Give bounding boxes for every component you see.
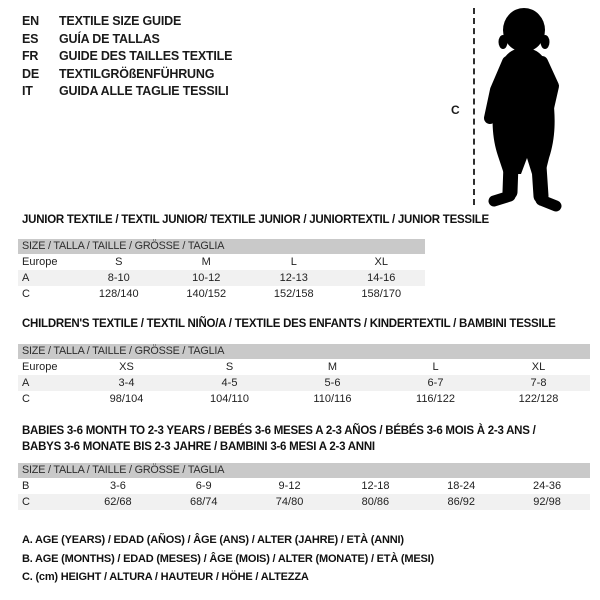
- junior-table-title: JUNIOR TEXTILE / TEXTIL JUNIOR/ TEXTILE JUNIOR / JUNIORTEXTIL / JUNIOR TESSILE: [22, 214, 489, 226]
- height-cell: 86/92: [447, 496, 475, 508]
- age-cell: 14-16: [367, 272, 396, 284]
- height-measure-dashed-line: [473, 8, 475, 205]
- age-cell: 5-6: [324, 377, 341, 389]
- row-label: C: [22, 288, 30, 300]
- size-cell: L: [432, 361, 439, 373]
- size-cell: XS: [119, 361, 134, 373]
- height-cell: 122/128: [518, 393, 559, 405]
- size-cell: L: [290, 256, 297, 268]
- table-row-age: [18, 270, 425, 286]
- legend-row-de: [22, 66, 232, 84]
- height-cell: 68/74: [189, 496, 218, 508]
- legend-row-en: [22, 13, 232, 31]
- table-row-europe: [18, 359, 590, 375]
- age-cell: 3-4: [118, 377, 135, 389]
- height-measure-label: C: [451, 103, 460, 117]
- children-table-rows: [18, 359, 590, 407]
- children-table-title: CHILDREN'S TEXTILE / TEXTIL NIÑO/A / TEXTILE DES ENFANTS / KINDERTEXTIL / BAMBINI TESSILE: [22, 318, 556, 330]
- footnotes: [22, 531, 434, 587]
- height-cell: 92/98: [533, 496, 561, 508]
- legend-row-it: [22, 83, 232, 101]
- age-cell: 4-5: [221, 377, 238, 389]
- size-cell: M: [327, 361, 338, 373]
- row-label: Europe: [22, 256, 58, 268]
- row-label: C: [22, 496, 30, 508]
- size-cell: S: [225, 361, 234, 373]
- babies-table-rows: [18, 478, 590, 510]
- height-cell: 140/152: [186, 288, 227, 300]
- guide-title-de: TEXTILGRÖßENFÜHRUNG: [59, 66, 215, 81]
- row-label: C: [22, 393, 30, 405]
- height-cell: 104/110: [210, 393, 249, 405]
- height-cell: 74/80: [275, 496, 304, 508]
- age-cell: 12-13: [279, 272, 308, 284]
- months-cell: 18-24: [447, 480, 476, 492]
- size-header-band: SIZE / TALLA / TAILLE / GRÖSSE / TAGLIA: [18, 463, 590, 478]
- footnote-age-years: A. AGE (YEARS) / EDAD (AÑOS) / ÂGE (ANS) / ALTER (JAHRE) / ETÀ (ANNI): [22, 534, 404, 546]
- months-cell: 12-18: [361, 480, 390, 492]
- height-cell: 116/122: [416, 393, 455, 405]
- junior-size-table: [18, 239, 425, 302]
- table-row-height: [18, 391, 590, 407]
- guide-title-fr: GUIDE DES TAILLES TEXTILE: [59, 49, 233, 63]
- height-cell: 158/170: [361, 288, 402, 300]
- table-row-age: [18, 375, 590, 391]
- age-cell: 10-12: [192, 272, 221, 284]
- legend-row-fr: [22, 48, 232, 66]
- footnote-age-months: B. AGE (MONTHS) / EDAD (MESES) / ÂGE (MOIS) / ALTER (MONATE) / ETÀ (MESI): [22, 552, 434, 565]
- height-cell: 152/158: [273, 288, 314, 300]
- size-header-band: SIZE / TALLA / TAILLE / GRÖSSE / TAGLIA: [18, 239, 425, 254]
- babies-table-title-line1: BABIES 3-6 MONTH TO 2-3 YEARS / BEBÉS 3-6 MESES A 2-3 AÑOS / BÉBÉS 3-6 MOIS À 2-3 ANS /: [22, 425, 536, 437]
- table-row-height: [18, 286, 425, 302]
- row-label: A: [22, 272, 30, 284]
- guide-title-en: TEXTILE SIZE GUIDE: [59, 14, 182, 28]
- months-cell: 9-12: [278, 480, 301, 492]
- language-code: FR: [22, 49, 39, 63]
- months-cell: 24-36: [532, 480, 562, 492]
- table-row-months: [18, 478, 590, 494]
- size-header-band: SIZE / TALLA / TAILLE / GRÖSSE / TAGLIA: [18, 344, 590, 359]
- baby-silhouette-image: [482, 6, 590, 212]
- size-cell: XL: [531, 361, 546, 373]
- babies-size-table: [18, 463, 590, 510]
- children-size-table: [18, 344, 590, 407]
- legend-row-es: [22, 31, 232, 49]
- months-cell: 6-9: [195, 480, 212, 492]
- height-cell: 128/140: [98, 288, 139, 300]
- row-label: A: [22, 377, 30, 389]
- size-cell: XL: [374, 256, 388, 268]
- language-legend: [22, 13, 232, 101]
- language-code: ES: [22, 31, 39, 46]
- table-row-europe: [18, 254, 425, 270]
- months-cell: 3-6: [109, 480, 126, 492]
- height-cell: 110/116: [313, 393, 352, 405]
- language-code: DE: [22, 66, 39, 81]
- language-code: IT: [22, 84, 33, 98]
- junior-table-rows: [18, 254, 425, 302]
- babies-table-title-line2: BABYS 3-6 MONATE BIS 2-3 JAHRE / BAMBINI 3-6 MESI A 2-3 ANNI: [22, 441, 375, 453]
- height-cell: 98/104: [109, 393, 144, 405]
- row-label: B: [22, 480, 30, 492]
- table-row-height: [18, 494, 590, 510]
- size-cell: S: [115, 256, 123, 268]
- size-cell: M: [201, 256, 211, 268]
- age-cell: 6-7: [427, 377, 444, 389]
- height-cell: 62/68: [104, 496, 132, 508]
- guide-title-es: GUÍA DE TALLAS: [59, 31, 160, 46]
- row-label: Europe: [22, 361, 58, 373]
- height-cell: 80/86: [361, 496, 390, 508]
- footnote-height-cm: C. (cm) HEIGHT / ALTURA / HAUTEUR / HÖHE / ALTEZZA: [22, 571, 309, 583]
- language-code: EN: [22, 14, 39, 28]
- age-cell: 7-8: [530, 377, 547, 389]
- age-cell: 8-10: [107, 272, 130, 284]
- guide-title-it: GUIDA ALLE TAGLIE TESSILI: [59, 84, 229, 98]
